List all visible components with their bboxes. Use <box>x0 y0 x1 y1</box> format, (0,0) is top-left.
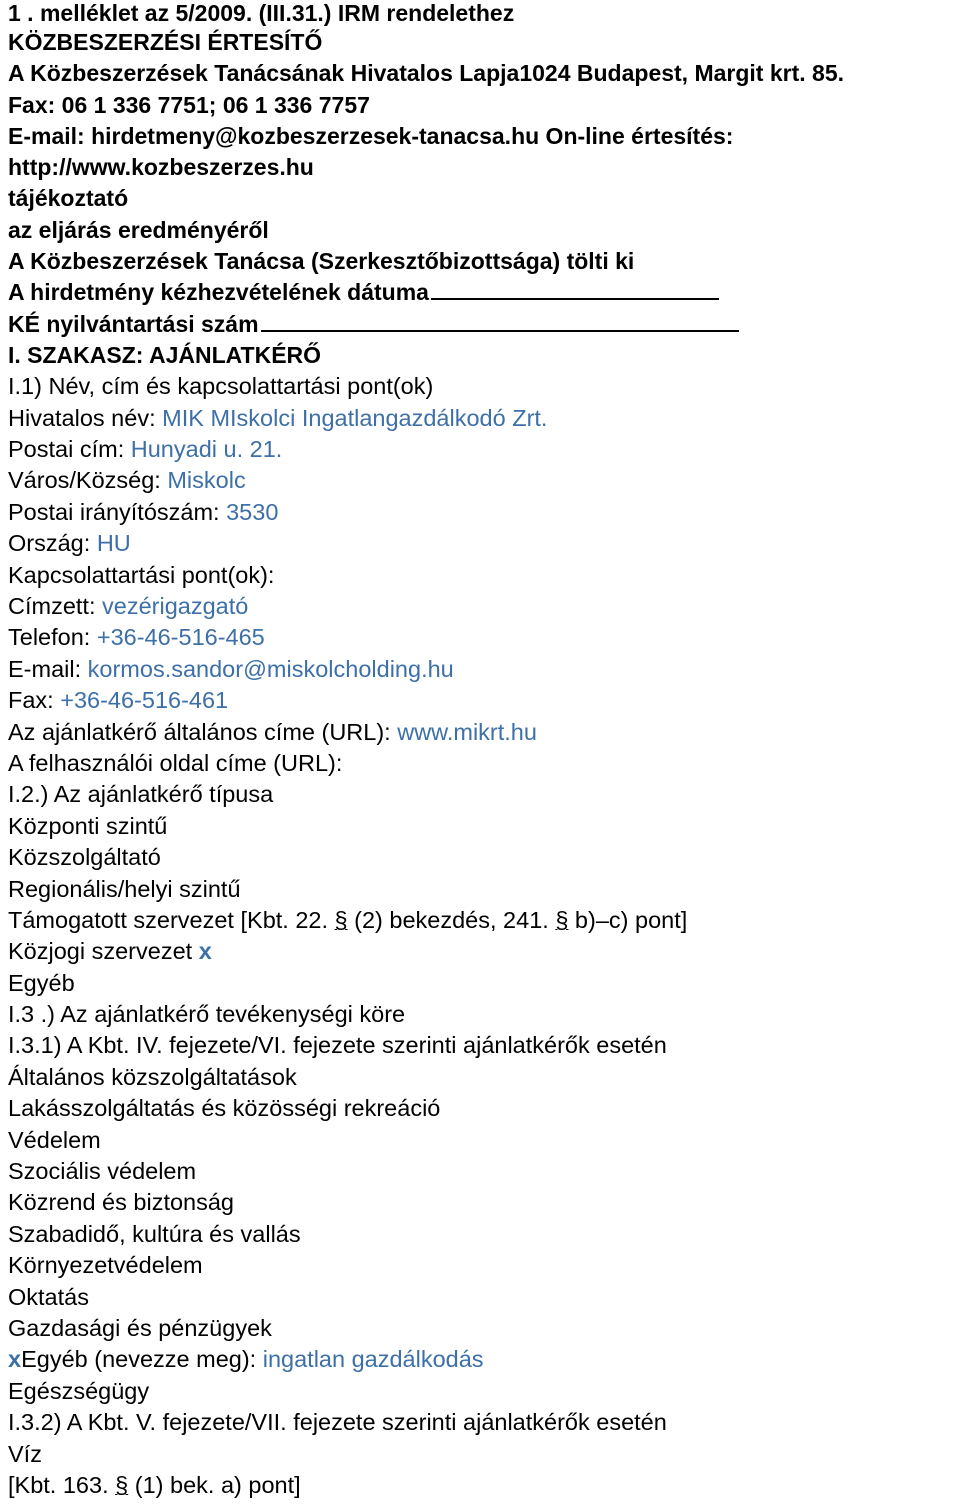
postal-address-label: Postai cím: <box>8 436 131 463</box>
option-other: Egyéb <box>8 969 75 996</box>
city-value: Miskolc <box>167 467 246 494</box>
activity-general-services: Általános közszolgáltatások <box>8 1063 297 1090</box>
fax-row <box>8 685 956 716</box>
fax-line: Fax: 06 1 336 7751; 06 1 336 7757 <box>8 91 370 118</box>
kbt-reference <box>8 1470 956 1501</box>
phone-row <box>8 622 956 653</box>
section-title: I. SZAKASZ: AJÁNLATKÉRŐ <box>8 341 322 368</box>
official-name-row <box>8 403 956 434</box>
postal-address-value: Hunyadi u. 21. <box>130 436 283 463</box>
contact-points-label: Kapcsolattartási pont(ok): <box>8 561 275 588</box>
option-public-law-body <box>8 936 956 967</box>
section-sign: § <box>555 906 569 933</box>
reg-number-blank <box>261 329 739 332</box>
city-label: Város/Község: <box>8 467 168 494</box>
receipt-date-row <box>8 277 956 308</box>
option-regional: Regionális/helyi szintű <box>8 875 241 902</box>
activity-water: Víz <box>8 1440 42 1467</box>
postcode-label: Postai irányítószám: <box>8 498 227 525</box>
activity-economic: Gazdasági és pénzügyek <box>8 1314 272 1341</box>
phone-value: +36-46-516-465 <box>96 624 265 651</box>
document <box>8 0 956 1501</box>
publisher-line: A Közbeszerzések Tanácsának Hivatalos Lapja1024 Budapest, Margit krt. 85. <box>8 60 845 87</box>
activity-housing: Lakásszolgáltatás és közösségi rekreáció <box>8 1095 441 1122</box>
filled-by-note: A Közbeszerzések Tanácsa (Szerkesztőbizottsága) tölti ki <box>8 248 635 275</box>
activity-other-value: ingatlan gazdálkodás <box>262 1346 484 1373</box>
country-row <box>8 528 956 559</box>
supported-org-text-2: (2) bekezdés, 241. <box>347 906 556 933</box>
reg-number-row <box>8 309 956 340</box>
check-mark: x <box>8 1346 22 1373</box>
contact-heading: I.1) Név, cím és kapcsolattartási pont(ok) <box>8 373 434 400</box>
kbt-reference-text-2: (1) bek. a) pont] <box>128 1471 301 1498</box>
gazette-title: KÖZBESZERZÉSI ÉRTESÍTŐ <box>8 29 323 55</box>
general-url-value: www.mikrt.hu <box>397 718 537 745</box>
supported-org-text-3: b)–c) pont] <box>568 906 688 933</box>
website-url: http://www.kozbeszerzes.hu <box>8 154 314 181</box>
addressee-label: Címzett: <box>8 593 103 619</box>
section-sign: § <box>115 1471 129 1498</box>
activities-heading: I.3 .) Az ajánlatkérő tevékenységi köre <box>8 1001 406 1028</box>
receipt-date-label: A hirdetmény kézhezvételének dátuma <box>8 279 429 306</box>
email-value: kormos.sandor@miskolcholding.hu <box>87 655 454 682</box>
activity-education: Oktatás <box>8 1283 89 1310</box>
country-value: HU <box>96 530 131 557</box>
email-label: E-mail: <box>8 655 88 682</box>
option-central: Központi szintű <box>8 812 168 839</box>
email-row <box>8 654 956 685</box>
postal-address-row <box>8 434 956 465</box>
public-law-body-label: Közjogi szervezet <box>8 938 199 965</box>
activity-defence: Védelem <box>8 1126 101 1153</box>
official-name-label: Hivatalos név: <box>8 404 163 431</box>
addressee-value: vezérigazgató <box>102 593 249 619</box>
reg-number-label: KÉ nyilvántartási szám <box>8 310 259 337</box>
activities-sub1-heading: I.3.1) A Kbt. IV. fejezete/VI. fejezete szerinti ajánlatkérők esetén <box>8 1032 667 1059</box>
section-sign: § <box>334 906 348 933</box>
fax-value: +36-46-516-461 <box>60 687 229 714</box>
authority-type-heading: I.2.) Az ajánlatkérő típusa <box>8 781 274 808</box>
receipt-date-blank <box>431 297 719 300</box>
activity-health: Egészségügy <box>8 1377 150 1404</box>
city-row <box>8 465 956 496</box>
postcode-row <box>8 497 956 528</box>
country-label: Ország: <box>8 530 97 557</box>
official-name-value: MIK MIskolci Ingatlangazdálkodó Zrt. <box>162 404 548 431</box>
email-line: E-mail: hirdetmeny@kozbeszerzesek-tanacsa.hu On-line értesítés: <box>8 122 734 149</box>
activity-social: Szociális védelem <box>8 1158 197 1185</box>
general-url-row <box>8 717 956 748</box>
addressee-row <box>8 591 956 622</box>
activity-environment: Környezetvédelem <box>8 1252 203 1279</box>
kbt-reference-text-1: [Kbt. 163. <box>8 1471 116 1498</box>
option-public-service: Közszolgáltató <box>8 844 161 871</box>
activity-recreation: Szabadidő, kultúra és vallás <box>8 1220 301 1247</box>
fax-label: Fax: <box>8 687 61 714</box>
option-supported-org <box>8 905 956 936</box>
activity-other <box>8 1344 956 1375</box>
doc-subject: az eljárás eredményéről <box>8 216 269 243</box>
supported-org-text-1: Támogatott szervezet [Kbt. 22. <box>8 906 335 933</box>
doc-type: tájékoztató <box>8 185 129 212</box>
phone-label: Telefon: <box>8 624 97 651</box>
buyer-profile-label: A felhasználói oldal címe (URL): <box>8 749 343 776</box>
general-url-label: Az ajánlatkérő általános címe (URL): <box>8 718 398 745</box>
activity-other-label: Egyéb (nevezze meg): <box>21 1346 263 1373</box>
annex-reference: 1 . melléklet az 5/2009. (III.31.) IRM rendelethez <box>8 0 515 26</box>
activity-public-order: Közrend és biztonság <box>8 1189 235 1216</box>
check-mark: x <box>198 938 212 965</box>
postcode-value: 3530 <box>226 498 279 525</box>
activities-sub2-heading: I.3.2) A Kbt. V. fejezete/VII. fejezete szerinti ajánlatkérők esetén <box>8 1409 667 1436</box>
